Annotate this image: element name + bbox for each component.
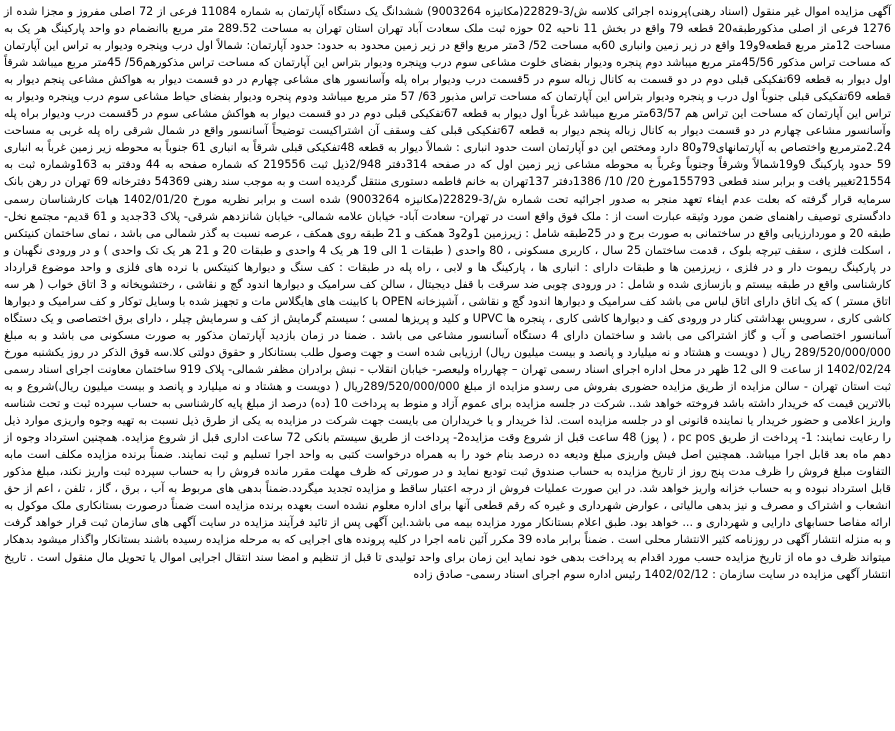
auction-notice-text: آگهی مزایده اموال غیر منقول (اسناد رهنی)پرونده اجرائی کلاسه ش/3-22829(مکانیزه 9003264) ششدانگ یک دستگاه آپارتمان به شماره 11084 فرعی از 72 اصلی مفروز و مجزا شده از 1276 فرعی از اصلی مذکورطبقه20 قطعه 79 واقع در بخش 11 ناحیه 02 حوزه ثبت ملک سعادت آباد تهران استان تهران به مساحت 289.52 متر مربع باانضمام دو واحد پارکینگ هر یک به مساحت 12متر مربع قطعه9و19 واقع در زیر زمین وانباری 60به مساحت 52/ 3متر مربع واقع در زیر زمین محدود به حدود: حدود آپارتمان: شمالاً اول درب وپنجره وديوار به تراس این آپارتمان که مساحت تراس مذکور 45/56متر مربع میباشد دوم پنجره وديوار بفضای خلوت مشاعی سوم درب وپنجره وديوار بتراس این آپارتمان که مساحت تراس مذکورهم56/ 45متر مربع میباشد شرقاً اول دیوار به قطعه 69تفکیکی قبلی دوم در دو قسمت به کانال زباله سوم در 5قسمت درب وديوار براه پله وآسانسور های مشاعی چهارم در دو قسمت دیوار به هواکش مشاعی پنجم دیوار به قطعه 69تفکیکی قبلی جنوباً اول درب و پنجره وديوار بتراس این آپارتمان که مساحت تراس مذبور 63/ 57 متر مربع میباشد ودوم پنجره وديوار بفضای حیاط مشاعی سوم درب وپنجره وديوار به تراس این آپارتمان که مساحت این تراس هم 63/57متر مربع میباشد غرباً اول دیوار به قطعه 67تفکیکی قبلی دوم در دو قسمت دیوار به هواکش مشاعی سوم در 5قسمت درب وديوار براه پله وآسانسور مشاعی چهارم در دو قسمت دیوار به کانال زباله پنجم دیوار به قطعه 67تفکیکی قبلی کف وسقف آن اشتراکیست توضیحاً آسانسور واقع در شمال شرقی راه پله غربی به مساحت 2.24مترمربع واختصاص به آپارتمانهای79و80 دارد ومختص این دو آپارتمان است حدود انباری : شمالاً دیوار به قطعه 48تفکیکی قبلی شرقاً به انباری 61 جنوباً به محوطه زیر زمین غرباً به انباری 59 حدود پارکینگ 9و19شمالاً وشرقاً وجنوباً وغرباً به محوطه مشاعی زیر زمین اول که در صفحه 314دفتر 2/948ذیل ثبت 219556 که شماره صفحه به 44 ودفتر به 163وشماره ثبت به 21554تغییر یافت و برابر سند قطعی 155793مورخ 20/ 10/ 1386دفتر 137تهران به خانم فاطمه دستوری منتقل گردیده است و به موجب سند رهنی 54369 دفترخانه 69 تهران در رهن بانک سرمایه قرار گرفته که بعلت عدم ایفاء تعهد منجر به صدور اجرائیه تحت شماره ش/3-22829(مکانیزه 9003264) شده است و برابر نظریه مورخ 1402/01/20 هیات کارشناسان رسمی دادگستری توصیف راهنمای ضمن مورد وثیقه عبارت است از : ملک فوق واقع است در تهران- سعادت آباد- خیابان علامه شمالی- خیابان شانزدهم شرقی- پلاک 33جدید و 61 قدیم- مجتمع نخل- طبقه 20 و موردارزیابی واقع در ساختمانی به صورت برج و در 25طبقه شامل : زیرزمین 1و2و3 همکف و 21 طبقه روی همکف ، عرصه نسبت به گذر شمالی می باشد ، نمای ساختمان کنیتکس ، اسکلت فلزی ، سقف تیرچه بلوک ، قدمت ساختمان 25 سال ، کاربری مسکونی ، 80 واحدی ( طبقات 1 الی 19 هر یک 4 واحدی و طبقات 20 و 21 هر یک تک واحدی ) و در ورودی نگهبان و در پارکینگ ریموت دار و در فلزی ، زیرزمین ها و طبقات دارای : انباری ها ، پارکینگ ها و لابی ، راه پله در طبقات : کف سنگ و دیوارها کنیتکس با نرده های فلزی و واحد موضوع قرارداد کارشناسی واقع در طبقه بیستم و بازسازی شده و شامل : در ورودی چوبی ضد سرقت با قفل دیجیتال ، سالن کف سرامیک و دیوارها اندود گچ و نقاشی ، رختشویخانه و 3 اتاق خواب ( هر سه اتاق مستر ) که یک اتاق دارای اتاق لباس می باشد کف سرامیک و دیوارها اندود گچ و نقاشی ، آشپزخانه OPEN با کابینت های هایگلاس مات و تجهیز شده با وسایل توکار و کف سرامیک و دیوارها کاشی کاری ، سرویس بهداشتی کنار در ورودی کف و دیوارها کاشی کاری ، پنجره ها UPVC و کلید و پریزها لمسی ؛ سیستم گرمایش از کف و سرمایش چیلر ، دارای برق اختصاصی و یک دستگاه آسانسور اختصاصی و آب و گاز اشتراکی می باشد و ساختمان دارای 4 دستگاه آسانسور مشاعی می باشد . ضمنا در زمان بازدید آپارتمان مذکور به صورت مسکونی می باشد و به مبلغ 289/520/000/000 ریال ( دویست و هشتاد و نه میلیارد و پانصد و بیست میلیون ریال) ارزیابی شده است و جهت وصول طلب بستانکار و حقوق دولتی کلا.سه قوق الذکر در روز یکشنبه مورخ 1402/02/24 از ساعت 9 الی 12 ظهر در محل اداره اجرای اسناد رسمی تهران – چهارراه ولیعصر- خیابان انقلاب - نبش برادران مظفر شمالی- پلاک 919 ساختمان معاونت اجرای اسناد رسمی ثبت استان تهران - سالن مزایده از طریق مزایده حضوری بفروش می رسدو مزایده از مبلغ 289/520/000/000ریال ( دویست و هشتاد و نه میلیارد و پانصد و بیست میلیون ریال)شروع و به بالاترین قیمت که خریدار داشته باشد فروخته خواهد شد.. شرکت در جلسه مزایده برای عموم آزاد و منوط به پرداخت 10 (ده) درصد از مبلغ پایه کارشناسی به حساب سپرده ثبت و تحت شناسه واریز اعلامی و حضور خریدار یا نماینده قانونی او در جلسه مزایده است. لذا خریدار و یا خریداران می بایست جهت شرکت در مزایده به یکی از طرق ذیل نسبت به تهیه وجوه واریزی موارد ذیل را رعایت نمایند: 1- پرداخت از طریق pc pos ، ( پوز) 48 ساعت قبل از شروع وقت مزایده2- پرداخت از طریق سیستم بانکی 72 ساعت اداری قبل از شروع مزایده. همچنین استرداد وجوه از دهم ماه بعد قابل اجرا میباشد. همچنین اصل فیش واریزی مبلغ ودیعه ده درصد بنام خود را به همراه درخواست کتبی به واحد اجرا تسلیم و ثبت نمایند. ضمناً برنده مزایده مکلف است مابه التفاوت مبلغ فروش را ظرف مدت پنج روز از تاریخ مزایده به حساب صندوق ثبت تودیع نماید و در صورتی که ظرف مهلت مقرر مانده فروش را به حساب سپرده ثبت واریز نکند، مبلغ مذکور قابل استرداد نبوده و به حساب خزانه واریز خواهد شد. در این صورت عملیات فروش از درجه اعتبار ساقط و مزایده تجدید میگردد.ضمناً بدهی های مربوط به آب ، برق ، گاز ، تلفن ، اعم از حق انشعاب و اشتراک و مصرف و نیز بدهی مالیاتی ، عوارض شهرداری و غیره که رقم قطعی آنها برای اداره معلوم نشده است بعهده برنده مزایده است ضمناً درصورت بستانکاری ملک موکول به ارائه مفاصا حسابهای دارایی و شهرداری و ... خواهد بود. طبق اعلام بستانکار مورد مزایده بیمه می باشد.این آگهی پس از تائید فرآیند مزایده در سایت آگهی های سازمان ثبت قرار خواهد گرفت و به منزله انتشار آگهی در روزنامه کثیر الانتشار محلی است . ضمناً برابر ماده 39 مکرر آئین نامه اجرا در کلیه پرونده های اجرایی که به مرحله مزایده رسیده باشند بستانکار واگذار میشود بدهکار میتواند ظرف دو ماه از تاریخ مزایده حسب مورد اقدام به پرداخت بدهی خود نماید این زمان برای واحد تولیدی تا قبل از تنظیم و امضا سند انتقال اجرایی اموال یا تحویل مال منقول است . تاریخ انتشار آگهی مزایده در سایت سازمان : 1402/02/12 رئیس اداره سوم اجرای اسناد رسمی- صادق زاده	[4, 5, 892, 581]
